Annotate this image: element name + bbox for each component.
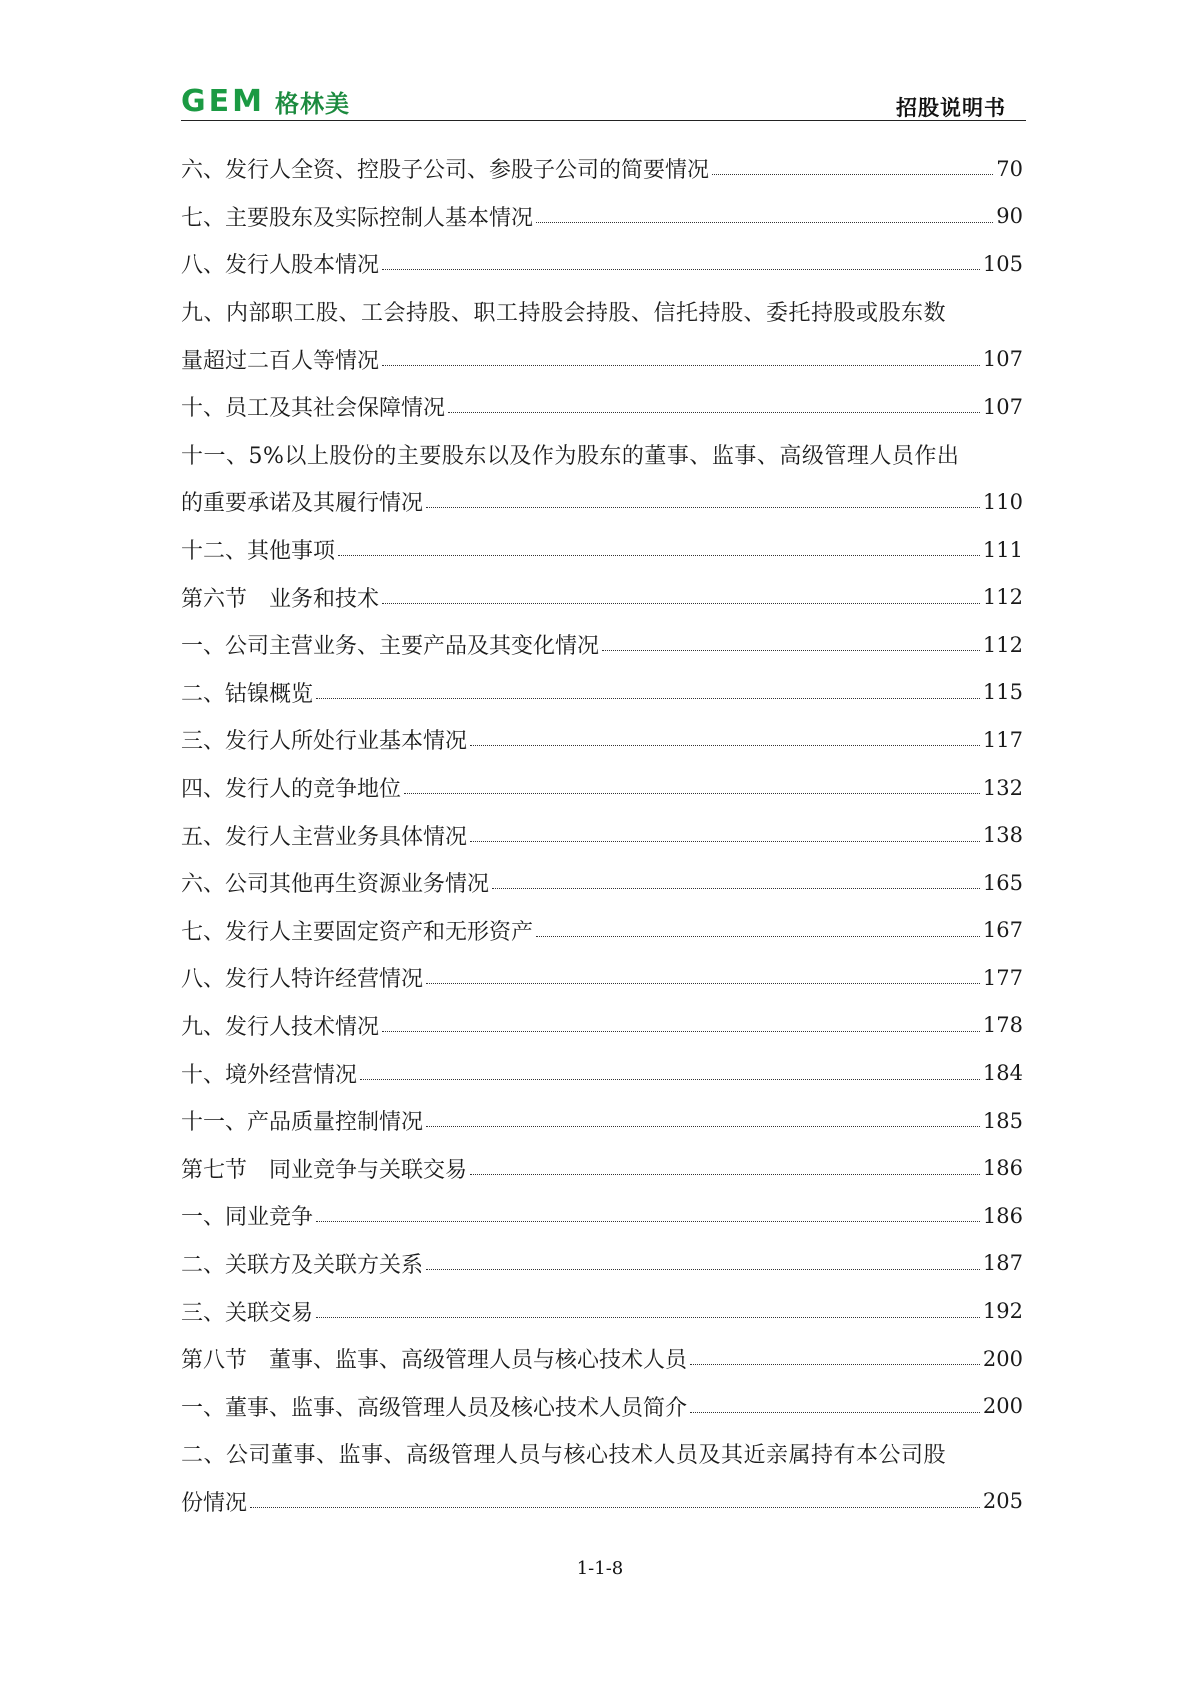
toc-entry[interactable] xyxy=(181,1382,1023,1430)
toc-entry[interactable] xyxy=(181,764,1023,812)
toc-dot-leader xyxy=(316,1221,980,1222)
toc-dot-leader xyxy=(426,507,980,508)
toc-entry[interactable] xyxy=(181,859,1023,907)
toc-entry-title: 八、发行人特许经营情况 xyxy=(181,967,424,993)
toc-dot-leader xyxy=(426,983,980,984)
page-number: 1-1-8 xyxy=(576,1558,624,1579)
toc-entry[interactable] xyxy=(181,193,1023,241)
toc-entry-page: 167 xyxy=(982,918,1023,943)
toc-entry-page: 90 xyxy=(996,204,1023,229)
toc-entry-page: 117 xyxy=(982,727,1023,752)
toc-entry-page: 112 xyxy=(982,632,1023,657)
toc-entry[interactable] xyxy=(181,1002,1023,1050)
toc-entry[interactable] xyxy=(181,1430,1023,1478)
toc-dot-leader xyxy=(426,1126,980,1127)
toc-dot-leader xyxy=(404,793,980,794)
toc-entry[interactable] xyxy=(181,1287,1023,1335)
toc-dot-leader xyxy=(338,555,980,556)
toc-dot-leader xyxy=(382,603,980,604)
logo-company-name: 格林美 xyxy=(274,90,350,118)
toc-entry-title: 十一、产品质量控制情况 xyxy=(181,1110,424,1136)
toc-entry-page: 132 xyxy=(982,775,1023,800)
toc-dot-leader xyxy=(536,222,993,223)
company-logo xyxy=(181,84,350,119)
toc-entry-title: 七、发行人主要固定资产和无形资产 xyxy=(181,919,534,945)
toc-entry[interactable] xyxy=(181,240,1023,288)
toc-entry[interactable] xyxy=(181,1240,1023,1288)
toc-entry-title: 一、董事、监事、高级管理人员及核心技术人员简介 xyxy=(181,1395,688,1421)
toc-entry[interactable] xyxy=(181,669,1023,717)
toc-entry-title: 九、内部职工股、工会持股、职工持股会持股、信托持股、委托持股或股东数 xyxy=(181,301,947,327)
toc-entry[interactable] xyxy=(181,907,1023,955)
toc-entry-title: 第八节 董事、监事、高级管理人员与核心技术人员 xyxy=(181,1348,688,1374)
toc-entry[interactable] xyxy=(181,431,1023,479)
toc-entry[interactable] xyxy=(181,954,1023,1002)
toc-entry-page: 115 xyxy=(982,680,1023,705)
toc-entry-page: 138 xyxy=(982,823,1023,848)
toc-entry[interactable] xyxy=(181,288,1023,336)
toc-dot-leader xyxy=(470,841,980,842)
toc-entry-page: 192 xyxy=(982,1299,1023,1324)
toc-entry[interactable] xyxy=(181,573,1023,621)
toc-dot-leader xyxy=(690,1364,980,1365)
toc-entry-page: 107 xyxy=(982,394,1023,419)
toc-dot-leader xyxy=(382,1031,980,1032)
toc-entry-page: 205 xyxy=(982,1489,1023,1514)
toc-dot-leader xyxy=(492,888,980,889)
toc-entry[interactable] xyxy=(181,1478,1023,1526)
page-header xyxy=(181,82,1026,121)
toc-entry-title: 第六节 业务和技术 xyxy=(181,586,380,612)
document-title: 招股说明书 xyxy=(896,96,1006,120)
toc-dot-leader xyxy=(316,698,980,699)
toc-entry-title: 十二、其他事项 xyxy=(181,539,336,565)
toc-entry-page: 177 xyxy=(982,965,1023,990)
toc-entry-title: 一、公司主营业务、主要产品及其变化情况 xyxy=(181,634,600,660)
toc-entry-page: 186 xyxy=(982,1203,1023,1228)
toc-entry-title: 一、同业竞争 xyxy=(181,1205,314,1231)
toc-entry-page: 200 xyxy=(982,1394,1023,1419)
toc-dot-leader xyxy=(360,1079,980,1080)
table-of-contents xyxy=(181,145,1023,1525)
toc-entry-title: 二、公司董事、监事、高级管理人员与核心技术人员及其近亲属持有本公司股 xyxy=(181,1443,947,1469)
toc-entry-title: 三、发行人所处行业基本情况 xyxy=(181,729,468,755)
toc-entry-page: 111 xyxy=(982,537,1023,562)
toc-entry-title: 九、发行人技术情况 xyxy=(181,1014,380,1040)
toc-dot-leader xyxy=(426,1269,980,1270)
toc-dot-leader xyxy=(250,1507,980,1508)
toc-entry-title: 十、境外经营情况 xyxy=(181,1062,358,1088)
toc-dot-leader xyxy=(382,365,980,366)
toc-entry-title: 八、发行人股本情况 xyxy=(181,253,380,279)
toc-dot-leader xyxy=(316,1317,980,1318)
toc-entry[interactable] xyxy=(181,1192,1023,1240)
toc-entry[interactable] xyxy=(181,145,1023,193)
toc-entry[interactable] xyxy=(181,1335,1023,1383)
toc-dot-leader xyxy=(712,174,993,175)
toc-entry-title: 的重要承诺及其履行情况 xyxy=(181,491,424,517)
toc-dot-leader xyxy=(448,412,980,413)
toc-entry-title: 二、钴镍概览 xyxy=(181,681,314,707)
toc-dot-leader xyxy=(536,936,980,937)
toc-entry[interactable] xyxy=(181,1097,1023,1145)
logo-mark: GEM xyxy=(181,83,265,119)
toc-dot-leader xyxy=(382,269,980,270)
toc-entry-page: 105 xyxy=(982,251,1023,276)
toc-entry-title: 份情况 xyxy=(181,1490,248,1516)
toc-entry-page: 186 xyxy=(982,1156,1023,1181)
toc-entry-title: 第七节 同业竞争与关联交易 xyxy=(181,1157,468,1183)
toc-entry-title: 七、主要股东及实际控制人基本情况 xyxy=(181,205,534,231)
toc-entry[interactable] xyxy=(181,716,1023,764)
toc-entry-title: 六、发行人全资、控股子公司、参股子公司的简要情况 xyxy=(181,158,710,184)
toc-dot-leader xyxy=(470,745,980,746)
toc-entry-page: 107 xyxy=(982,347,1023,372)
toc-dot-leader xyxy=(690,1412,980,1413)
toc-entry-page: 178 xyxy=(982,1013,1023,1038)
toc-entry-title: 五、发行人主营业务具体情况 xyxy=(181,824,468,850)
toc-entry-title: 二、关联方及关联方关系 xyxy=(181,1252,424,1278)
toc-entry-page: 110 xyxy=(982,489,1023,514)
toc-entry-page: 184 xyxy=(982,1061,1023,1086)
toc-entry-title: 三、关联交易 xyxy=(181,1300,314,1326)
toc-entry-page: 185 xyxy=(982,1108,1023,1133)
toc-entry-page: 200 xyxy=(982,1346,1023,1371)
toc-entry-title: 四、发行人的竞争地位 xyxy=(181,777,402,803)
toc-entry-page: 112 xyxy=(982,585,1023,610)
toc-entry[interactable] xyxy=(181,811,1023,859)
toc-entry-title: 十一、5%以上股份的主要股东以及作为股东的董事、监事、高级管理人员作出 xyxy=(181,443,960,469)
toc-dot-leader xyxy=(470,1174,980,1175)
toc-dot-leader xyxy=(602,650,980,651)
toc-entry[interactable] xyxy=(181,478,1023,526)
toc-entry-title: 六、公司其他再生资源业务情况 xyxy=(181,872,490,898)
toc-entry[interactable] xyxy=(181,1049,1023,1097)
toc-entry-page: 70 xyxy=(996,156,1023,181)
toc-entry[interactable] xyxy=(181,335,1023,383)
toc-entry-title: 十、员工及其社会保障情况 xyxy=(181,396,446,422)
toc-entry-title: 量超过二百人等情况 xyxy=(181,348,380,374)
toc-entry[interactable] xyxy=(181,383,1023,431)
toc-entry[interactable] xyxy=(181,1144,1023,1192)
toc-entry-page: 187 xyxy=(982,1251,1023,1276)
toc-entry-page: 165 xyxy=(982,870,1023,895)
toc-entry[interactable] xyxy=(181,526,1023,574)
toc-entry[interactable] xyxy=(181,621,1023,669)
